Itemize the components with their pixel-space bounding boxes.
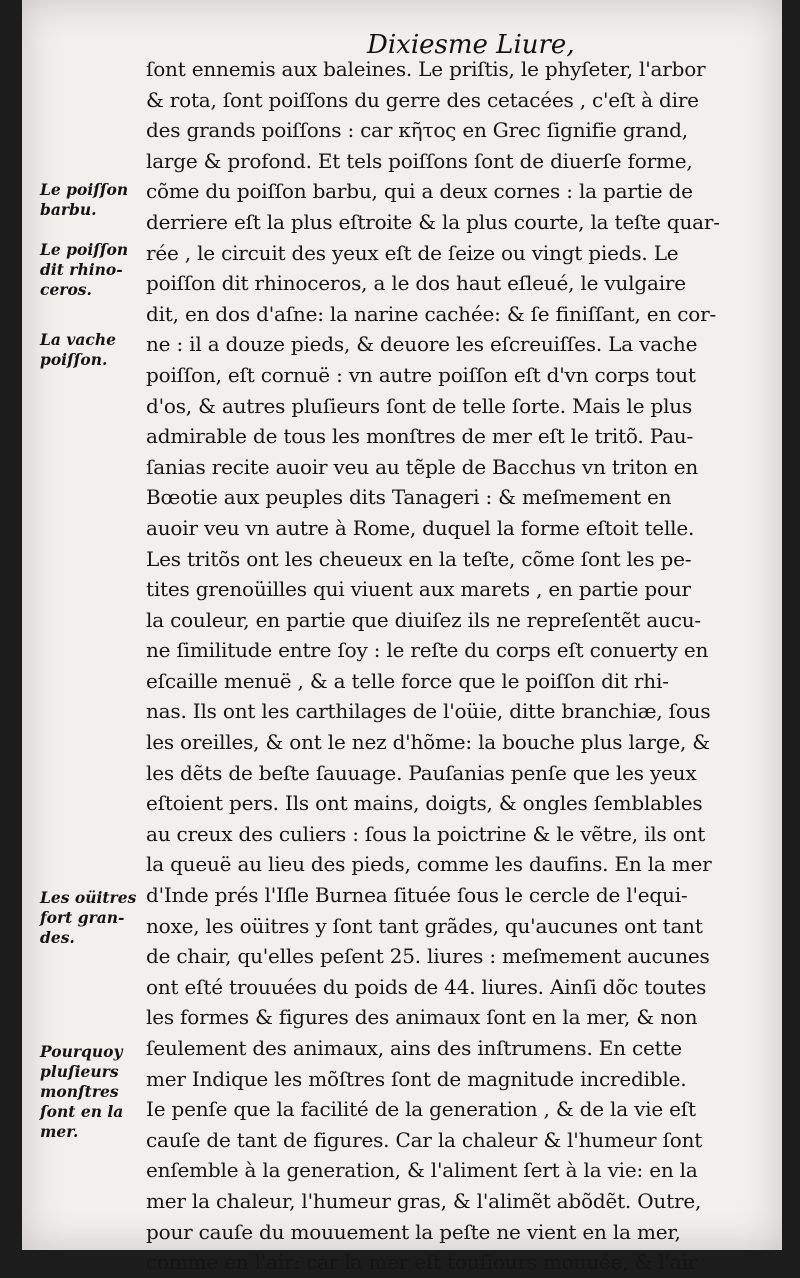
- text-line: nas. Ils ont les carthilages de l'oüie, ditte branchiæ, ſous: [146, 699, 711, 724]
- text-line: pour cauſe du mouuement la peſte ne vient en la mer,: [146, 1219, 681, 1244]
- text-line: mer Indique les mõſtres ſont de magnitude incredible.: [146, 1066, 687, 1091]
- text-line: ſanias recite auoir veu au tẽple de Bacchus vn triton en: [146, 454, 699, 479]
- text-line: cauſe de tant de figures. Car la chaleur & l'humeur ſont: [146, 1127, 703, 1152]
- text-line: la queuë au lieu des pieds, comme les daufins. En la mer: [146, 852, 712, 877]
- text-line: Ie penſe que la facilité de la generation , & de la vie eſt: [146, 1097, 696, 1122]
- text-line: rée , le circuit des yeux eſt de ſeize ou vingt pieds. Le: [146, 240, 679, 265]
- text-line: poiſſon dit rhinoceros, a le dos haut eſleué, le vulgaire: [146, 271, 686, 296]
- text-line: enſemble à la generation, & l'aliment ſert à la vie: en la: [146, 1158, 698, 1183]
- text-line: Bœotie aux peuples dits Tanageri : & meſmement en: [146, 485, 672, 510]
- text-line: d'Inde prés l'Iſle Burnea ſituée ſous le cercle de l'equi-: [146, 883, 688, 908]
- text-line: mer la chaleur, l'humeur gras, & l'alimẽt abõdẽt. Outre,: [146, 1188, 702, 1213]
- text-line: eſtoient pers. Ils ont mains, doigts, & ongles ſemblables: [146, 791, 703, 816]
- margin-note: Pourquoy pluſieurs monſtres ſont en la mer.: [40, 1042, 124, 1141]
- text-line: ſont ennemis aux baleines. Le priſtis, le phyſeter, l'arbor: [146, 57, 706, 81]
- text-line: des grands poiſſons : car κῆτος en Grec ſignifie grand,: [146, 118, 688, 143]
- text-line: eſcaille menuë , & a telle force que le poiſſon dit rhi-: [146, 668, 669, 693]
- text-line: derriere eſt la plus eſtroite & la plus courte, la teſte quar-: [146, 209, 720, 234]
- text-line: ne : il a douze pieds, & deuore les eſcreuiſſes. La vache: [146, 332, 698, 357]
- text-line: tites grenoüilles qui viuent aux marets , en partie pour: [146, 577, 691, 602]
- text-line: les formes & figures des animaux ſont en la mer, & non: [146, 1005, 698, 1030]
- text-line: ne ſimilitude entre ſoy : le reſte du corps eſt conuerty en: [146, 638, 709, 663]
- text-line: ont eſté trouuées du poids de 44. liures. Ainſi dõc toutes: [146, 974, 707, 999]
- margin-note: Le poiſſon barbu.: [40, 180, 129, 219]
- text-line: admirable de tous les monſtres de mer eſt le tritõ. Pau-: [146, 424, 694, 449]
- text-line: cõme du poiſſon barbu, qui a deux cornes : la partie de: [146, 179, 693, 204]
- text-line: au creux des culiers : ſous la poictrine & le vẽtre, ils ont: [146, 821, 706, 846]
- text-line: large & profond. Et tels poiſſons ſont de diuerſe forme,: [146, 148, 693, 173]
- book-page: [22, 0, 782, 1275]
- text-line: la couleur, en partie que diuiſez ils ne repreſentẽt aucu-: [146, 607, 701, 632]
- running-header: Dixiesme Liure,: [367, 30, 575, 60]
- text-line: noxe, les oüitres y ſont tant grãdes, qu'aucunes ont tant: [146, 913, 703, 938]
- text-line: les oreilles, & ont le nez d'hõme: la bouche plus large, &: [146, 730, 710, 755]
- text-line: ſeulement des animaux, ains des inſtrumens. En cette: [146, 1036, 682, 1060]
- text-line: de chair, qu'elles peſent 25. liures : meſmement aucunes: [146, 944, 710, 969]
- text-line: dit, en dos d'aſne: la narine cachée: & ſe finiſſant, en cor-: [146, 301, 717, 326]
- margin-note: La vache poiſſon.: [40, 330, 116, 369]
- margin-notes: [22, 0, 152, 1250]
- text-line: auoir veu vn autre à Rome, duquel la forme eſtoit telle.: [146, 515, 695, 540]
- text-line: d'os, & autres pluſieurs ſont de telle ſorte. Mais le plus: [146, 393, 693, 418]
- body-text: [146, 54, 776, 1278]
- text-line: & rota, ſont poiſſons du gerre des cetacées , c'eſt à dire: [146, 87, 699, 112]
- margin-note: Le poiſſon dit rhino- ceros.: [40, 240, 129, 299]
- text-line: comme en l'air: car la mer eſt touſiours mouuée, & l'air: [146, 1250, 698, 1275]
- text-line: poiſſon, eſt cornuë : vn autre poiſſon eſt d'vn corps tout: [146, 362, 696, 387]
- text-line: Les tritõs ont les cheueux en la teſte, cõme ſont les pe-: [146, 546, 692, 571]
- text-line: les dẽts de beſte ſauuage. Pauſanias penſe que les yeux: [146, 760, 697, 785]
- margin-note: Les oüitres fort gran- des.: [40, 888, 137, 947]
